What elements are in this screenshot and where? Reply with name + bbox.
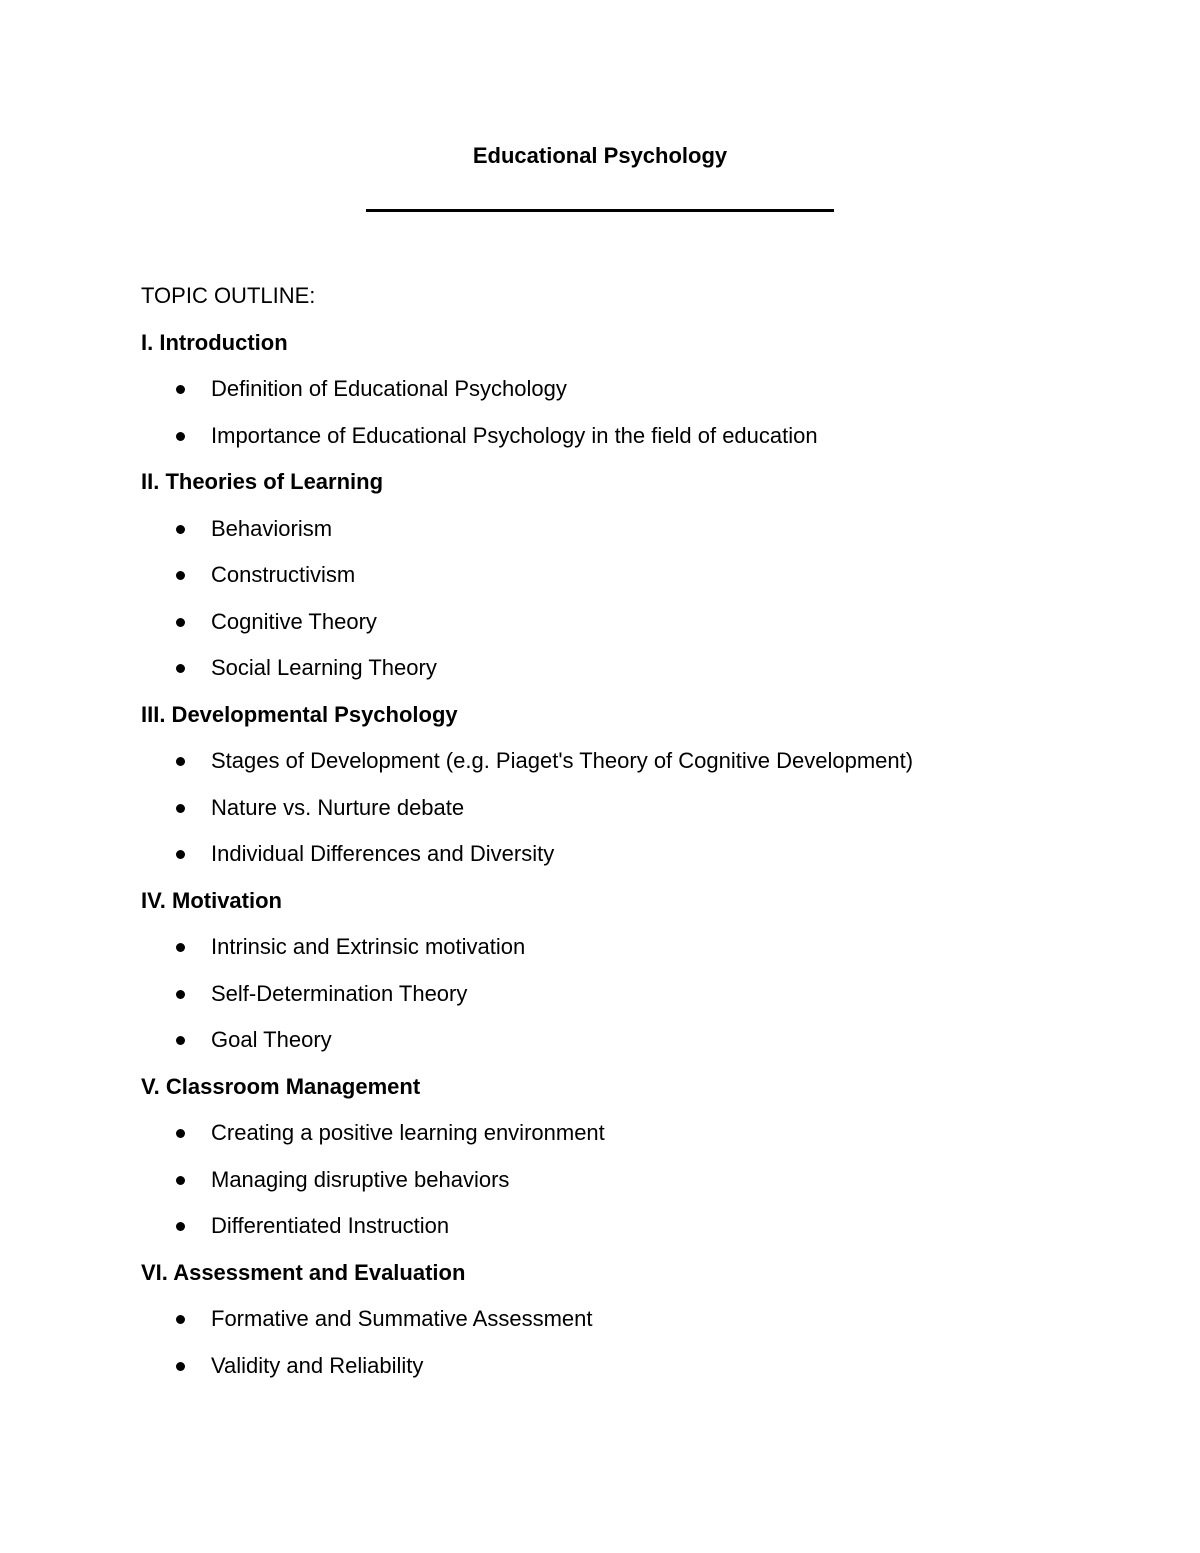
bullet-icon: [176, 385, 185, 394]
bullet-icon: [176, 618, 185, 627]
section-item-list: [141, 515, 1121, 701]
list-item: [141, 1212, 1121, 1259]
list-item-text: Creating a positive learning environment: [211, 1120, 605, 1145]
list-item: [141, 1305, 1121, 1352]
outline-content: [141, 282, 1121, 1398]
list-item: [141, 561, 1121, 608]
section-item-list: [141, 375, 1121, 468]
list-item-text: Behaviorism: [211, 515, 333, 541]
bullet-icon: [176, 757, 185, 766]
list-item: [141, 608, 1121, 655]
list-item-text: Nature vs. Nurture debate: [211, 794, 465, 820]
bullet-icon: [176, 804, 185, 813]
list-item: [141, 422, 1121, 469]
bullet-icon: [176, 1315, 185, 1324]
list-item-text: Individual Differences and Diversity: [211, 841, 555, 866]
list-item-text: Managing disruptive behaviors: [211, 1166, 510, 1192]
list-item: [141, 840, 1121, 887]
section-item-list: [141, 1119, 1121, 1259]
outline-sections: [141, 329, 1121, 1399]
section-heading: VI. Assessment and Evaluation: [141, 1259, 466, 1285]
bullet-icon: [176, 943, 185, 952]
list-item-text: Formative and Summative Assessment: [211, 1306, 593, 1331]
list-item: [141, 980, 1121, 1027]
bullet-icon: [176, 432, 185, 441]
list-item-text: Social Learning Theory: [211, 655, 437, 680]
list-item: [141, 1026, 1121, 1073]
list-item: [141, 1352, 1121, 1399]
list-item-text: Self-Determination Theory: [211, 980, 468, 1006]
bullet-icon: [176, 664, 185, 673]
list-item-text: Validity and Reliability: [211, 1352, 424, 1378]
section-item-list: [141, 1305, 1121, 1398]
section-heading: IV. Motivation: [141, 887, 282, 913]
title-underline: [366, 209, 834, 212]
bullet-icon: [176, 1222, 185, 1231]
bullet-icon: [176, 525, 185, 534]
list-item-text: Differentiated Instruction: [211, 1213, 450, 1238]
bullet-icon: [176, 1036, 185, 1045]
section-heading: II. Theories of Learning: [141, 469, 384, 494]
list-item: [141, 654, 1121, 701]
bullet-icon: [176, 1176, 185, 1185]
list-item: [141, 747, 1121, 794]
section-heading: V. Classroom Management: [141, 1073, 421, 1099]
section-item-list: [141, 747, 1121, 887]
list-item: [141, 933, 1121, 980]
list-item: [141, 515, 1121, 562]
bullet-icon: [176, 571, 185, 580]
document-title: Educational Psychology: [472, 143, 728, 168]
list-item-text: Intrinsic and Extrinsic motivation: [211, 934, 526, 959]
section-item-list: [141, 933, 1121, 1073]
bullet-icon: [176, 1129, 185, 1138]
bullet-icon: [176, 850, 185, 859]
bullet-icon: [176, 1362, 185, 1371]
list-item: [141, 1166, 1121, 1213]
outline-label: TOPIC OUTLINE:: [141, 283, 316, 308]
list-item: [141, 375, 1121, 422]
list-item-text: Constructivism: [211, 562, 356, 587]
section-heading: I. Introduction: [141, 329, 288, 355]
list-item-text: Definition of Educational Psychology: [211, 376, 567, 401]
section-heading: III. Developmental Psychology: [141, 701, 458, 727]
list-item-text: Stages of Development (e.g. Piaget's Theory of Cognitive Development): [211, 748, 914, 773]
list-item: [141, 794, 1121, 841]
bullet-icon: [176, 990, 185, 999]
list-item-text: Cognitive Theory: [211, 608, 377, 634]
list-item-text: Importance of Educational Psychology in the field of education: [211, 422, 818, 448]
list-item-text: Goal Theory: [211, 1027, 332, 1052]
list-item: [141, 1119, 1121, 1166]
